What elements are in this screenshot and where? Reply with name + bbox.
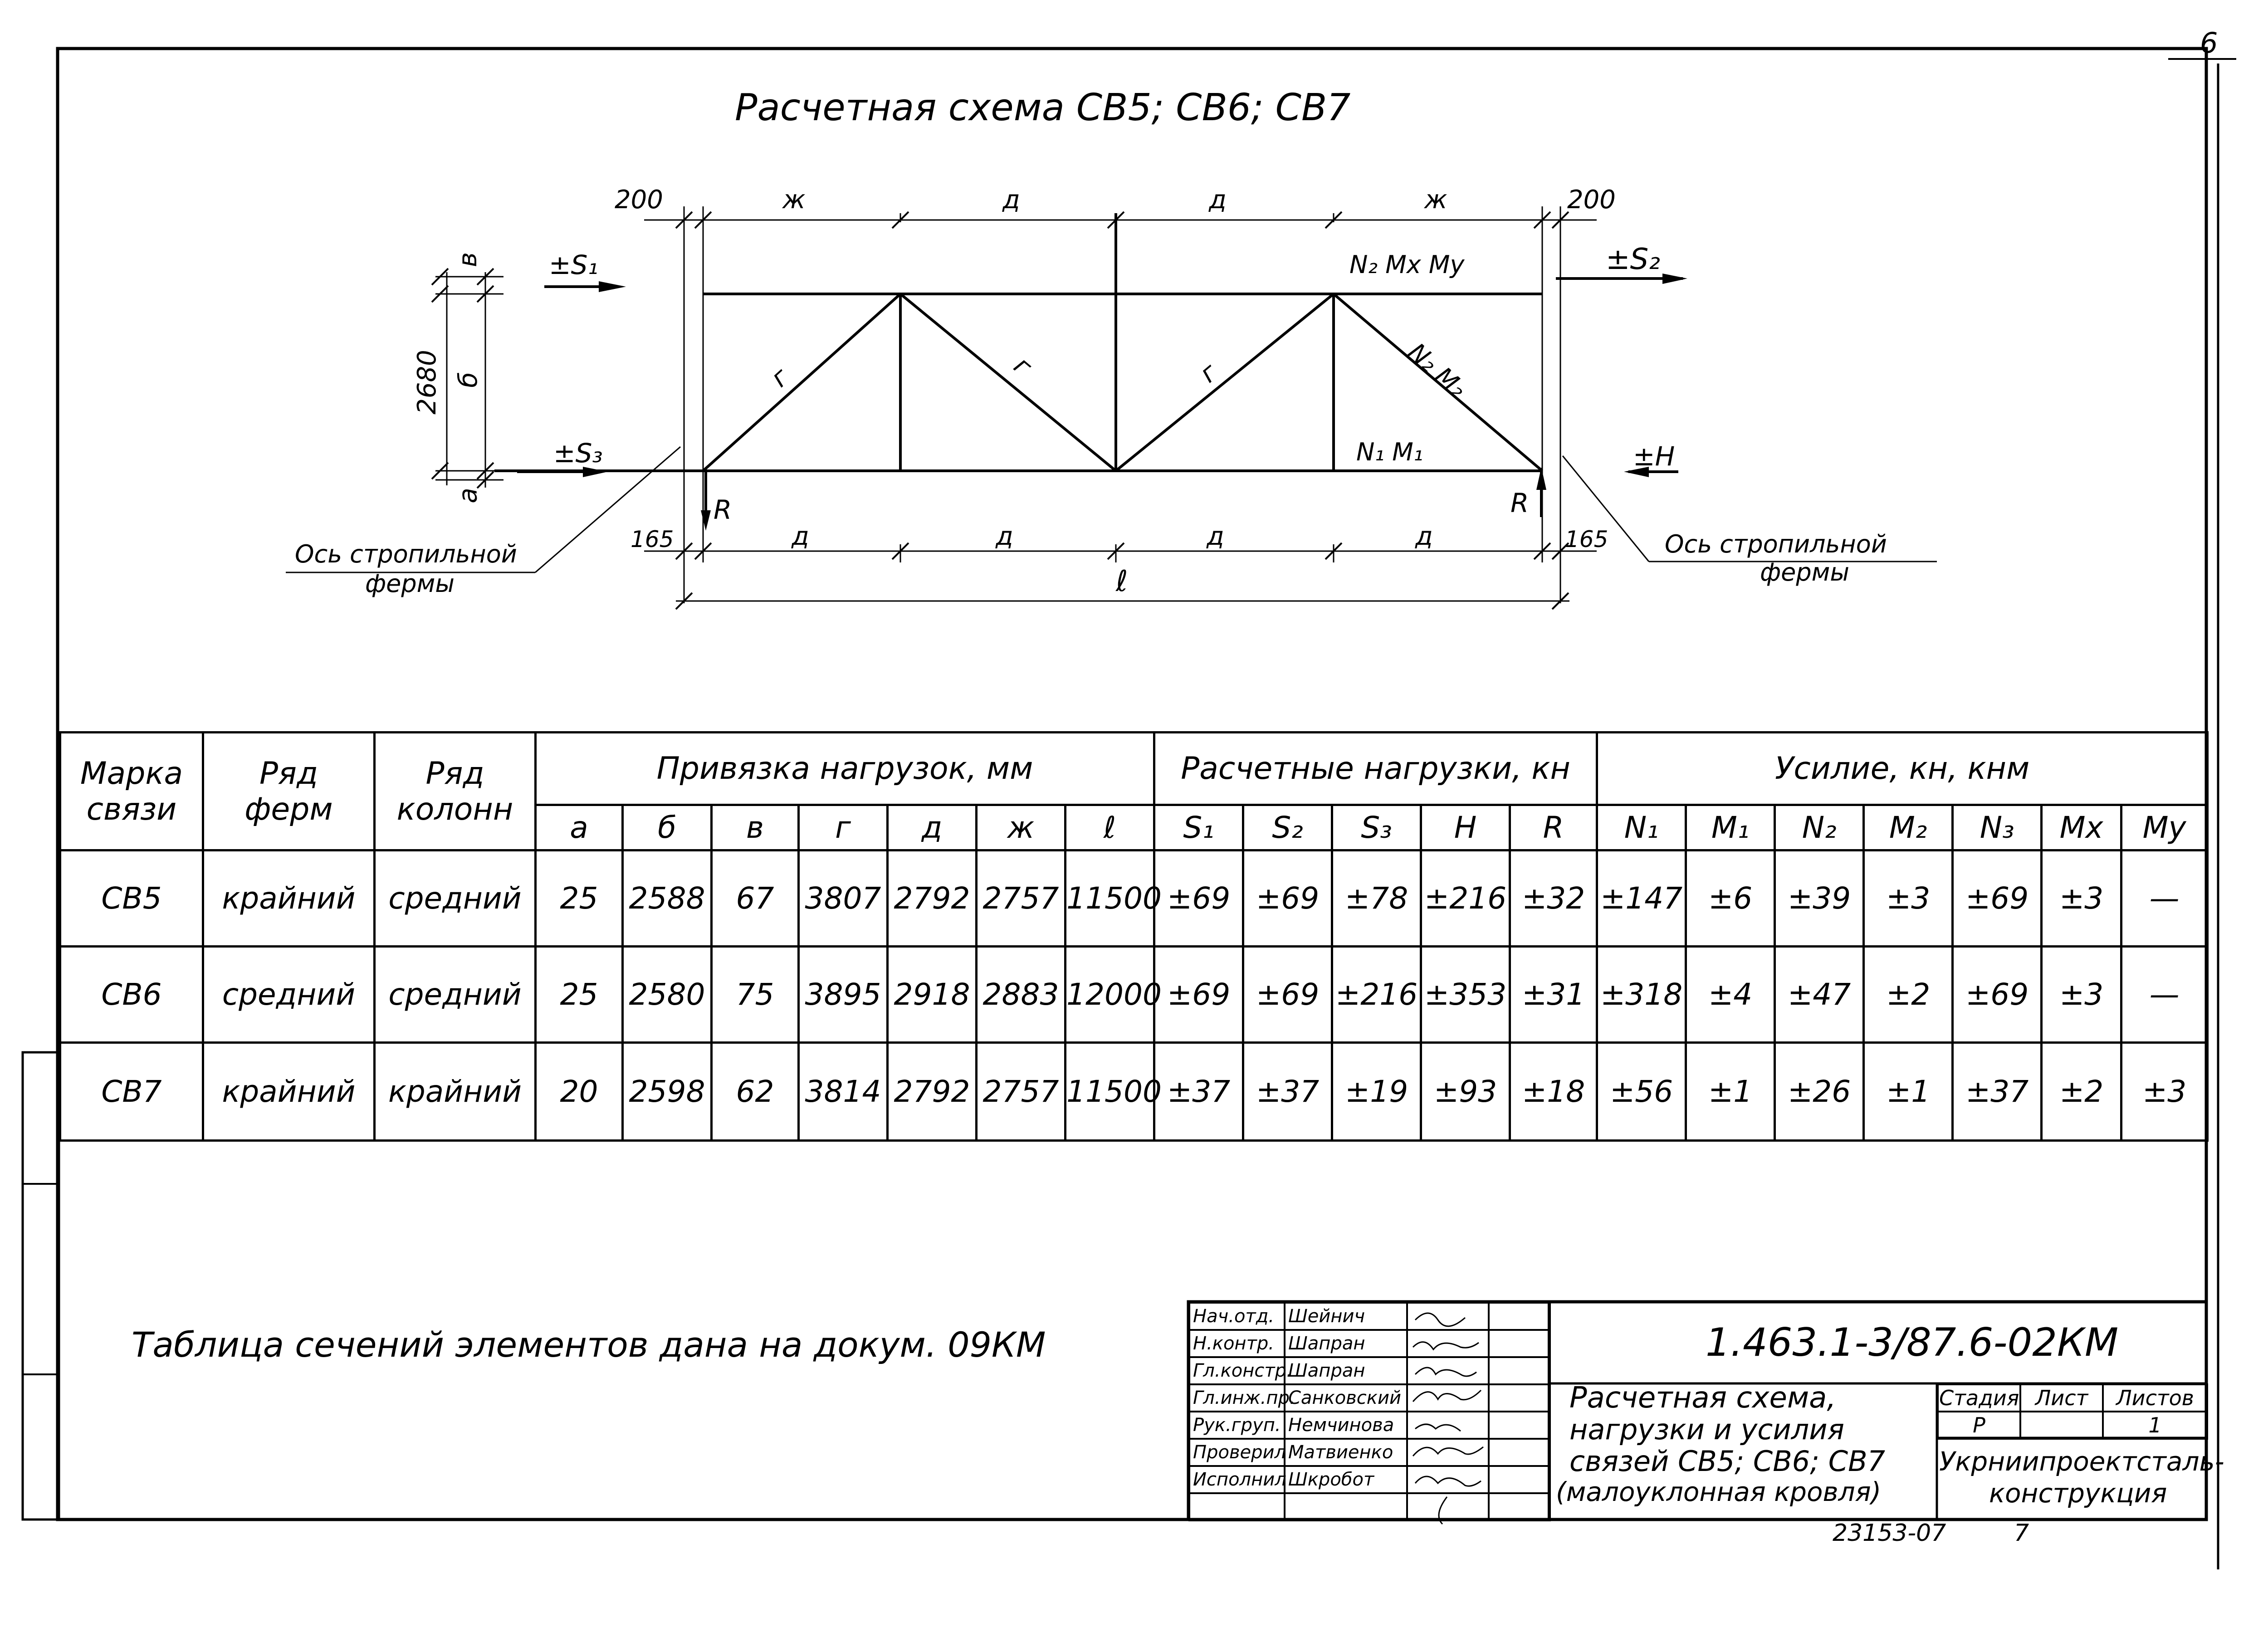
table-cell: 11500 — [1066, 850, 1154, 947]
date — [1489, 1439, 1550, 1466]
role: Гл.инж.пр. — [1189, 1384, 1285, 1412]
sections-note: Таблица сечений элементов дана на докум. 09КМ — [132, 1324, 1046, 1365]
header-loads-group: Расчетные нагрузки, кн — [1154, 733, 1597, 805]
member-bottom: N₁ M₁ — [1356, 438, 1423, 466]
table-cell: ±31 — [1510, 947, 1597, 1043]
table-cell: ±3 — [1864, 850, 1953, 947]
table-cell: ±353 — [1421, 947, 1510, 1043]
dim-bottom-1: д — [792, 522, 809, 551]
dim-bottom-2: д — [996, 522, 1013, 551]
table-cell: ±3 — [2042, 850, 2121, 947]
table-cell: ±39 — [1775, 850, 1864, 947]
subheader-cell: S₁ — [1154, 805, 1243, 850]
table-cell: 12000 — [1066, 947, 1154, 1043]
sheet-header: Лист — [2020, 1384, 2103, 1412]
table-cell: ±37 — [1243, 1043, 1332, 1141]
table-cell: ±47 — [1775, 947, 1864, 1043]
header-truss-row: Ряд ферм — [203, 733, 375, 850]
table-cell: СВ6 — [60, 947, 203, 1043]
dim-top-0: 200 — [615, 185, 663, 215]
subheader-cell: N₃ — [1953, 805, 2042, 850]
dim-bottom-0: 165 — [631, 526, 674, 552]
table-cell: ±56 — [1597, 1043, 1686, 1141]
table-row — [60, 1043, 2208, 1141]
subheader-cell: S₂ — [1243, 805, 1332, 850]
table-cell: ±69 — [1154, 850, 1243, 947]
axis-label-left-1: Ось стропильной — [295, 540, 517, 568]
table-cell: 11500 — [1066, 1043, 1154, 1141]
table-cell: ±1 — [1864, 1043, 1953, 1141]
table-cell: ±216 — [1332, 947, 1421, 1043]
table-cell: — — [2121, 850, 2208, 947]
table-cell: крайний — [203, 850, 375, 947]
load-s2-label: ±S₂ — [1606, 243, 1660, 276]
axis-label-left-2: фермы — [365, 569, 455, 598]
person: Шкробот — [1285, 1466, 1407, 1493]
subheader-cell: д — [888, 805, 977, 850]
table-cell: ±69 — [1953, 850, 2042, 947]
table-cell: 2757 — [977, 1043, 1066, 1141]
axis-label-right-1: Ось стропильной — [1665, 530, 1887, 558]
format-number: 7 — [2014, 1520, 2029, 1547]
table-cell: ±6 — [1686, 850, 1775, 947]
table-cell: ±3 — [2042, 947, 2121, 1043]
table-cell: ±19 — [1332, 1043, 1421, 1141]
person: Шапран — [1285, 1357, 1407, 1384]
subheader-cell: M₂ — [1864, 805, 1953, 850]
table-cell: ±4 — [1686, 947, 1775, 1043]
table-cell: ±147 — [1597, 850, 1686, 947]
dim-top-3: д — [1209, 185, 1227, 215]
table-row — [60, 947, 2208, 1043]
dim-left-b: б — [453, 372, 483, 388]
subheader-cell: г — [799, 805, 888, 850]
subheader-cell: N₂ — [1775, 805, 1864, 850]
table-cell: ±69 — [1953, 947, 2042, 1043]
table-cell: 25 — [536, 947, 623, 1043]
dim-top-1: ж — [782, 185, 806, 215]
table-cell: 2588 — [623, 850, 712, 947]
stage-header: Стадия — [1938, 1384, 2020, 1412]
sheet-title-1: Расчетная схема, — [1569, 1381, 1836, 1415]
member-top-right: N₂ Mx My — [1349, 250, 1465, 279]
dim-left-a: а — [453, 488, 483, 503]
table-cell: ±69 — [1243, 850, 1332, 947]
table-cell: ±216 — [1421, 850, 1510, 947]
table-cell: 3807 — [799, 850, 888, 947]
role: Н.контр. — [1189, 1330, 1285, 1357]
table-cell: ±37 — [1154, 1043, 1243, 1141]
loads-forces-table — [59, 731, 2209, 1142]
table-cell: 25 — [536, 850, 623, 947]
person: Матвиенко — [1285, 1439, 1407, 1466]
table-cell: ±2 — [1864, 947, 1953, 1043]
header-column-row: Ряд колонн — [375, 733, 536, 850]
table-cell: 2598 — [623, 1043, 712, 1141]
subheader-cell: а — [536, 805, 623, 850]
reaction-left-label: R — [714, 494, 732, 525]
table-cell: 2918 — [888, 947, 977, 1043]
member-g2: г — [1008, 351, 1037, 382]
sheet-title-2: нагрузки и усилия — [1569, 1413, 1844, 1446]
subheader-cell: ℓ — [1066, 805, 1154, 850]
table-cell: 2792 — [888, 850, 977, 947]
subheader-cell: S₃ — [1332, 805, 1421, 850]
table-cell: ±37 — [1953, 1043, 2042, 1141]
table-row — [60, 850, 2208, 947]
table-cell: крайний — [375, 1043, 536, 1141]
dim-bottom-4: д — [1415, 522, 1433, 551]
date — [1489, 1330, 1550, 1357]
table-cell: ±69 — [1243, 947, 1332, 1043]
header-binding-group: Привязка нагрузок, мм — [536, 733, 1154, 805]
signature-scribbles — [1406, 1302, 1497, 1520]
table-cell: крайний — [203, 1043, 375, 1141]
table-cell: ±2 — [2042, 1043, 2121, 1141]
document-code: 1.463.1-3/87.6-02КМ — [1706, 1320, 2119, 1365]
subheader-cell: H — [1421, 805, 1510, 850]
table-cell: ±69 — [1154, 947, 1243, 1043]
table-cell: ±78 — [1332, 850, 1421, 947]
sheet-value — [2020, 1412, 2103, 1439]
load-s3-label: ±S₃ — [553, 438, 603, 469]
organization-1: Укрниипроектсталь- — [1939, 1446, 2224, 1477]
person: Шапран — [1285, 1330, 1407, 1357]
table-cell: — — [2121, 947, 2208, 1043]
diagram-title: Расчетная схема СВ5; СВ6; СВ7 — [735, 86, 1351, 129]
stage-value: Р — [1938, 1412, 2020, 1439]
sheet-title-3: связей СВ5; СВ6; СВ7 — [1569, 1445, 1886, 1478]
date — [1489, 1466, 1550, 1493]
sheet-title-4: (малоуклонная кровля) — [1556, 1476, 1882, 1507]
stage-table — [1937, 1383, 2208, 1440]
title-block — [1188, 1302, 2224, 1520]
table-cell: 62 — [712, 1043, 799, 1141]
sheets-header: Листов — [2103, 1384, 2207, 1412]
table-cell: средний — [375, 947, 536, 1043]
table-cell: ±318 — [1597, 947, 1686, 1043]
table-cell: СВ7 — [60, 1043, 203, 1141]
dim-height: 2680 — [412, 350, 442, 415]
table-cell: 3814 — [799, 1043, 888, 1141]
table-cell: 75 — [712, 947, 799, 1043]
person: Немчинова — [1285, 1412, 1407, 1439]
person: Санковский — [1285, 1384, 1407, 1412]
table-cell: 2792 — [888, 1043, 977, 1141]
role: Проверил — [1189, 1439, 1285, 1466]
subheader-cell: б — [623, 805, 712, 850]
subheader-cell: N₁ — [1597, 805, 1686, 850]
member-diag-right: N₂ M₂ — [1403, 337, 1472, 404]
dim-bottom-5: 165 — [1565, 526, 1608, 552]
table-cell: 67 — [712, 850, 799, 947]
table-cell: средний — [203, 947, 375, 1043]
subheader-cell: ж — [977, 805, 1066, 850]
member-g1: г — [765, 362, 795, 393]
role: Рук.груп. — [1189, 1412, 1285, 1439]
date — [1489, 1303, 1550, 1330]
table-cell: 20 — [536, 1043, 623, 1141]
subheader-cell: M₁ — [1686, 805, 1775, 850]
dim-span: ℓ — [1116, 565, 1128, 598]
table-cell: 2883 — [977, 947, 1066, 1043]
date — [1489, 1384, 1550, 1412]
load-h-label: ±H — [1633, 441, 1675, 472]
table-cell: ±3 — [2121, 1043, 2208, 1141]
load-s1-label: ±S₁ — [549, 249, 598, 280]
dim-bottom-3: д — [1207, 522, 1224, 551]
binding-strip — [23, 1052, 59, 1520]
subheader-cell: в — [712, 805, 799, 850]
table-cell: средний — [375, 850, 536, 947]
subheader-cell: Mx — [2042, 805, 2121, 850]
table-cell: ±18 — [1510, 1043, 1597, 1141]
organization-2: конструкция — [1989, 1478, 2167, 1509]
subheader-cell: R — [1510, 805, 1597, 850]
table-cell: 2757 — [977, 850, 1066, 947]
table-cell: 3895 — [799, 947, 888, 1043]
header-mark: Марка связи — [60, 733, 203, 850]
table-cell: СВ5 — [60, 850, 203, 947]
table-cell: ±93 — [1421, 1043, 1510, 1141]
inventory-number: 23153-07 — [1833, 1520, 1946, 1547]
table-cell: 2580 — [623, 947, 712, 1043]
page-number: 6 — [2200, 26, 2218, 59]
date — [1489, 1412, 1550, 1439]
table-cell: ±1 — [1686, 1043, 1775, 1141]
sheets-value: 1 — [2103, 1412, 2207, 1439]
role: Нач.отд. — [1189, 1303, 1285, 1330]
subheader-cell: My — [2121, 805, 2208, 850]
table-cell: ±26 — [1775, 1043, 1864, 1141]
dim-top-4: ж — [1424, 185, 1447, 215]
date — [1489, 1357, 1550, 1384]
axis-label-right-2: фермы — [1760, 558, 1850, 586]
table-cell: ±32 — [1510, 850, 1597, 947]
header-row-1 — [60, 733, 2208, 805]
role: Гл.констр. — [1189, 1357, 1285, 1384]
member-g3: г — [1194, 357, 1223, 389]
person: Шейнич — [1285, 1303, 1407, 1330]
dim-left-v: в — [453, 252, 483, 268]
role: Исполнил — [1189, 1466, 1285, 1493]
dim-top-2: д — [1002, 185, 1020, 215]
reaction-right-label: R — [1510, 488, 1529, 518]
header-forces-group: Усилие, кн, кнм — [1597, 733, 2208, 805]
dim-top-5: 200 — [1567, 185, 1616, 215]
